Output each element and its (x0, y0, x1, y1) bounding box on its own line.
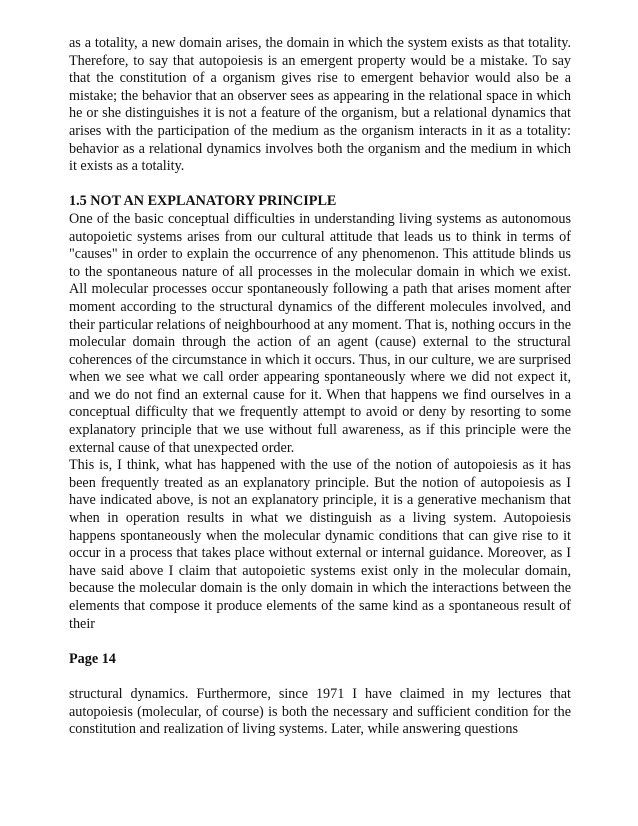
paragraph-spacer (69, 668, 571, 686)
section-heading: 1.5 NOT AN EXPLANATORY PRINCIPLE (69, 193, 337, 210)
page-marker: Page 14 (69, 650, 116, 667)
paragraph-totality: as a totality, a new domain arises, the domain in which the system exists as that totality. Therefore, to say that autopoiesis is an emergent property would be a mistake. To say that the constitution of a organism gives rise to emergent behavior would also be a mistake; the behavior that an observer sees as appearing in the relational space in which he or she distinguishes it is not a feature of the organism, but a relational dynamics that arises with the participation of the medium as the organism interacts in it as a totality: behavior as a relational dynamics involves both the organism and the medium in which it exists as a totality. (69, 35, 571, 175)
paragraph-conceptual-difficulties: One of the basic conceptual difficulties in understanding living systems as autonomous autopoietic systems arises from our cultural attitude that leads us to think in terms of "causes" in order to explain the occurrence of any phenomenon. This attitude blinds us to the spontaneous nature of all processes in the molecular domain in which we exist. All molecular processes occur spontaneously following a path that arises moment after moment according to the structural dynamics of the different molecules involved, and their particular relations of neighbourhood at any moment. That is, nothing occurs in the molecular domain through the action of an agent (cause) external to the structural coherences of the circumstance in which it occurs. Thus, in our culture, we are surprised when we see what we call order appearing spontaneously where we did not expect it, and we do not find an external cause for it. When that happens we find ourselves in a conceptual difficulty that we frequently attempt to avoid or deny by resorting to some explanatory principle that we use without full awareness, as if this principle were the external cause of that unexpected order. (69, 210, 571, 456)
paragraph-structural-dynamics: structural dynamics. Furthermore, since 1971 I have claimed in my lectures that autopoiesis (molecular, of course) is both the necessary and sufficient condition for the constitution and realization of living systems. Later, while answering questions (69, 685, 571, 738)
paragraph-spacer (69, 633, 571, 651)
document-page (69, 35, 571, 739)
paragraph-autopoiesis-notion: This is, I think, what has happened with the use of the notion of autopoiesis as it has been frequently treated as an explanatory principle. But the notion of autopoiesis as I have indicated above, is not an explanatory principle, it is a generative mechanism that when in operation results in what we distinguish as a living system. Autopoiesis happens spontaneously when the molecular dynamic conditions that can give rise to it occur in a process that takes place without external or internal guidance. Moreover, as I have said above I claim that autopoietic systems exist only in the molecular domain, because the molecular domain is the only domain in which the interactions between the elements that compose it produce elements of the same kind as a spontaneous result of their (69, 457, 571, 632)
paragraph-spacer (69, 176, 571, 194)
